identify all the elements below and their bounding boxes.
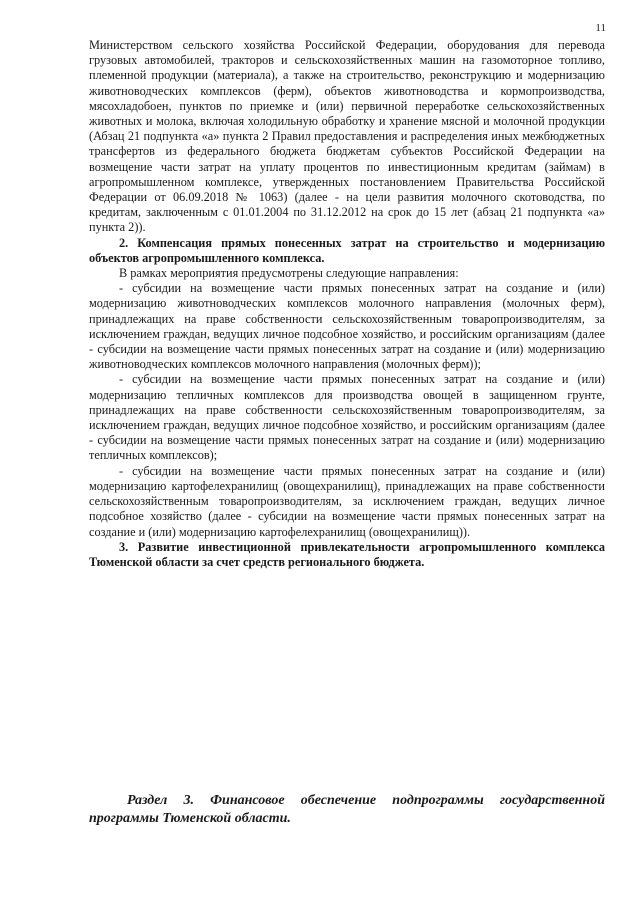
section-title (89, 792, 605, 828)
list-item-dairy-farms: - субсидии на возмещение части прямых понесенных затрат на создание и (или) модернизацию животноводческих комплексов молочного направления (молочных ферм), принадлежащих на праве собственности сельскохозяйственным товаропроизводителям, за исключением граждан, ведущих личное подсобное хозяйство, и российским организациям (далее - субсидии на возмещение части прямых понесенных затрат на создание и (или) модернизацию животноводческих комплексов молочного направления (молочных ферм)); (89, 281, 605, 372)
paragraph-directions-intro: В рамках мероприятия предусмотрены следующие направления: (119, 266, 459, 281)
document-body (89, 38, 605, 570)
section-title-text: Раздел 3. Финансовое обеспечение подпрограммы государственной программы Тюменской области. (89, 793, 605, 826)
heading-item-2: 2. Компенсация прямых понесенных затрат на строительство и модернизацию объектов агропромышленного комплекса. (89, 235, 605, 265)
list-item-greenhouses: - субсидии на возмещение части прямых понесенных затрат на создание и (или) модернизацию тепличных комплексов для производства овощей в защищенном грунте, принадлежащих на праве собственности сельскохозяйственным товаропроизводителям, за исключением граждан, ведущих личное подсобное хозяйство, и российским организациям (далее - субсидии на возмещение части прямых понесенных затрат на создание и (или) модернизацию тепличных комплексов); (89, 372, 605, 463)
page-number: 11 (595, 22, 606, 34)
list-item-storage: - субсидии на возмещение части прямых понесенных затрат на создание и (или) модернизацию картофелехранилищ (овощехранилищ), принадлежащих на праве собственности сельскохозяйственным товаропроизводителям, за исключением граждан, ведущих личное подсобное хозяйство (далее - субсидии на возмещение части прямых понесенных затрат на создание и (или) модернизацию картофелехранилищ (овощехранилищ)). (89, 463, 605, 539)
paragraph-intro: Министерством сельского хозяйства Российской Федерации, оборудования для перевода грузовых автомобилей, тракторов и сельскохозяйственных машин на газомоторное топливо, племенной продукции (материала), а также на строительство, реконструкцию и модернизацию животноводческих комплексов (ферм), объектов животноводства и кормопроизводства, мясохладобоен, пунктов по приемке и (или) первичной переработке сельскохозяйственных животных и молока, включая холодильную обработку и хранение мясной и молочной продукции (Абзац 21 подпункта «а» пункта 2 Правил предоставления и распределения иных межбюджетных трансфертов из федерального бюджета бюджетам субъектов Российской Федерации на возмещение части затрат на уплату процентов по инвестиционным кредитам (займам) в агропромышленном комплексе, утвержденных постановлением Правительства Российской Федерации от 06.09.2018 № 1063) (далее - на цели развития молочного скотоводства, по кредитам, заключенным с 01.01.2004 по 31.12.2012 на срок до 15 лет (абзац 21 подпункта «а» пункта 2)). (89, 38, 605, 235)
heading-item-3: 3. Развитие инвестиционной привлекательности агропромышленного комплекса Тюменской области за счет средств регионального бюджета. (89, 539, 605, 569)
